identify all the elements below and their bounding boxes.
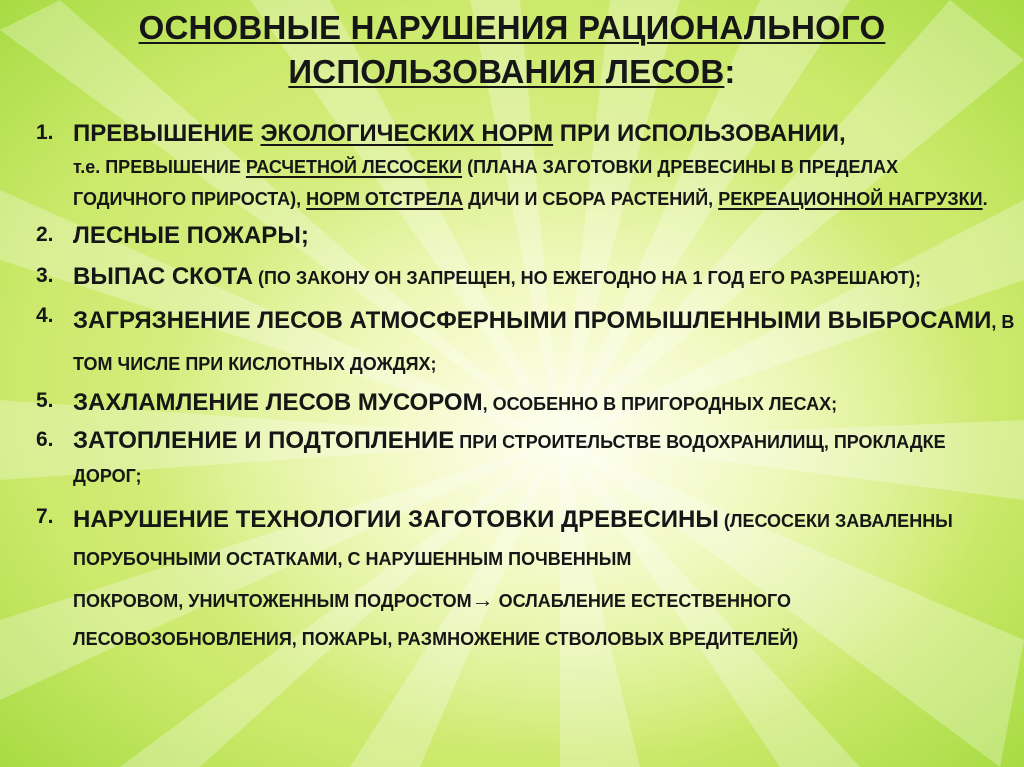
item-text: ПРИ ИСПОЛЬЗОВАНИИ, — [553, 120, 846, 147]
item-note-underlined: НОРМ ОТСТРЕЛА — [306, 189, 464, 209]
list-item — [36, 425, 1016, 494]
item-note: ДИЧИ И СБОРА РАСТЕНИЙ, — [463, 189, 719, 209]
item-note-underlined: РАСЧЕТНОЙ ЛЕСОСЕКИ — [245, 157, 463, 177]
title-line-2: ИСПОЛЬЗОВАНИЯ ЛЕСОВ — [288, 53, 725, 90]
right-arrow-icon: → — [471, 587, 494, 612]
item-number: 1. — [36, 121, 54, 144]
item-text: ПРЕВЫШЕНИЕ — [73, 120, 261, 147]
list-item — [36, 220, 1016, 255]
item-note: т.е. ПРЕВЫШЕНИЕ — [73, 157, 246, 177]
item-note: , ОСОБЕННО В ПРИГОРОДНЫХ ЛЕСАХ; — [482, 394, 838, 414]
list-item — [36, 118, 1016, 216]
item-text: ЗАГРЯЗНЕНИЕ ЛЕСОВ АТМОСФЕРНЫМИ ПРОМЫШЛЕННЫМИ ВЫБРОСАМИ — [73, 307, 992, 334]
item-text: ЛЕСНЫЕ ПОЖАРЫ; — [73, 222, 309, 249]
title-colon: : — [724, 53, 736, 90]
item-note: (ЛЕСОСЕКИ ЗАВАЛЕННЫ ПОРУБОЧНЫМИ ОСТАТКАМИ, С НАРУШЕННЫМ ПОЧВЕННЫМ — [73, 511, 953, 569]
item-note: . — [982, 189, 988, 209]
slide-title — [40, 6, 984, 94]
item-text: ЗАТОПЛЕНИЕ И ПОДТОПЛЕНИЕ — [73, 427, 455, 454]
item-note: (ПО ЗАКОНУ ОН ЗАПРЕЩЕН, НО ЕЖЕГОДНО НА 1 ГОД ЕГО РАЗРЕШАЮТ); — [252, 268, 921, 288]
violations-list — [36, 118, 1016, 659]
title-line-1: ОСНОВНЫЕ НАРУШЕНИЯ РАЦИОНАЛЬНОГО — [138, 9, 886, 46]
item-note: ПРИ СТРОИТЕЛЬСТВЕ ВОДОХРАНИЛИЩ, ПРОКЛАДКЕ ДОРОГ; — [73, 432, 946, 486]
list-item — [36, 301, 1016, 386]
list-item — [36, 386, 1016, 423]
item-text: НАРУШЕНИЕ ТЕХНОЛОГИИ ЗАГОТОВКИ ДРЕВЕСИНЫ — [73, 506, 719, 533]
item-text: ЗАХЛАМЛЕНИЕ ЛЕСОВ МУСОРОМ — [73, 389, 483, 416]
item-note-underlined: РЕКРЕАЦИОННОЙ НАГРУЗКИ — [718, 189, 983, 209]
item-number: 6. — [36, 428, 54, 451]
list-item — [36, 502, 1016, 659]
item-text: ВЫПАС СКОТА — [73, 263, 253, 290]
item-note: ОСЛАБЛЕНИЕ ЕСТЕСТВЕННОГО ЛЕСОВОЗОБНОВЛЕНИЯ, ПОЖАРЫ, РАЗМНОЖЕНИЕ СТВОЛОВЫХ ВРЕДИТЕЛЕЙ) — [73, 591, 799, 649]
list-item — [36, 261, 1016, 296]
item-note: ПОКРОВОМ, УНИЧТОЖЕННЫМ ПОДРОСТОМ — [73, 591, 472, 611]
item-number: 2. — [36, 223, 54, 246]
item-note: , В ТОМ ЧИСЛЕ ПРИ КИСЛОТНЫХ ДОЖДЯХ; — [73, 312, 1015, 374]
item-number: 7. — [36, 505, 54, 528]
item-note: (ПЛАНА ЗАГОТОВКИ ДРЕВЕСИНЫ В ПРЕДЕЛАХ ГОДИЧНОГО ПРИРОСТА), — [73, 157, 899, 209]
item-text-underlined: ЭКОЛОГИЧЕСКИХ НОРМ — [260, 120, 554, 147]
item-number: 3. — [36, 264, 54, 287]
item-number: 4. — [36, 304, 54, 327]
item-number: 5. — [36, 389, 54, 412]
